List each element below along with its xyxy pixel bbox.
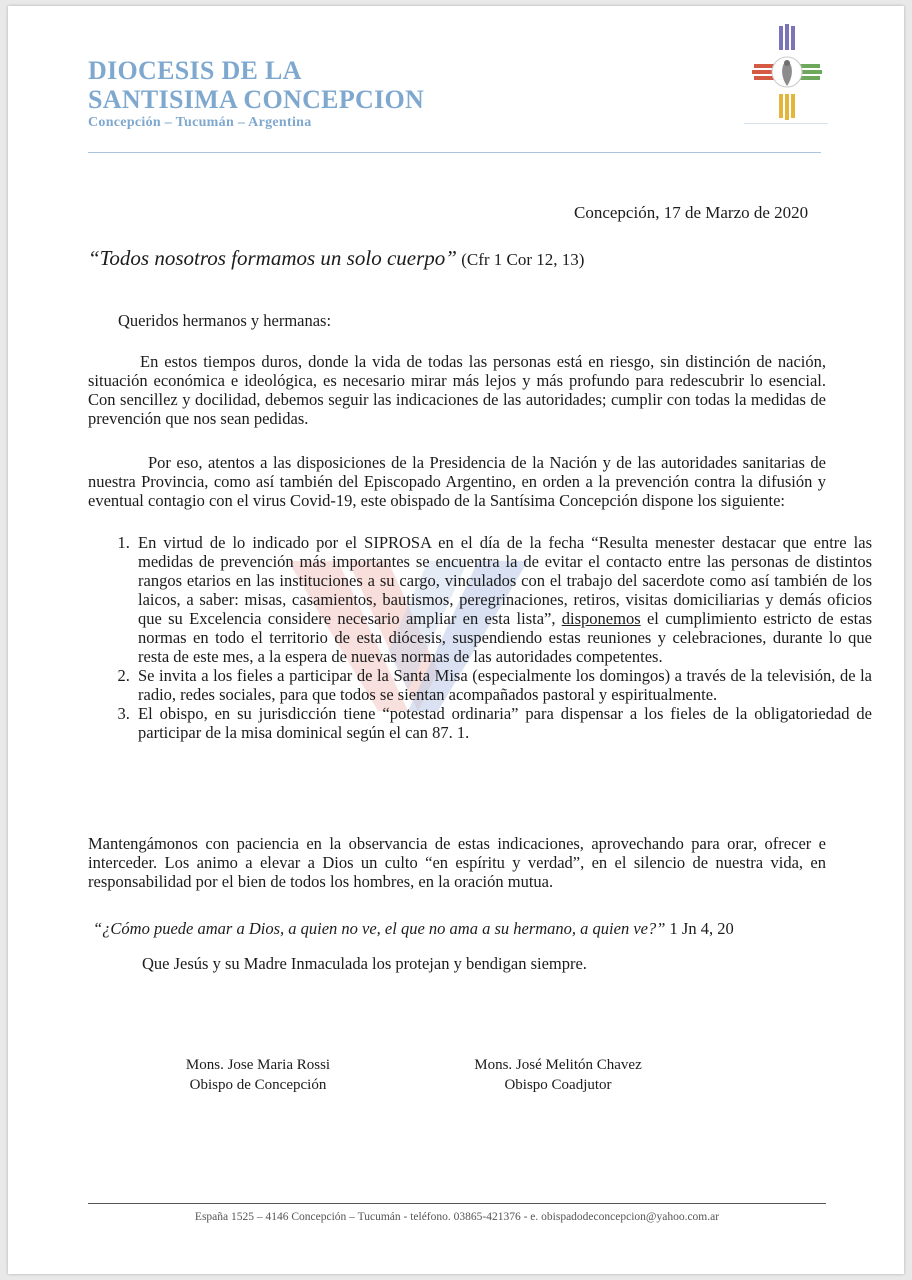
signature-name: Mons. Jose Maria Rossi — [185, 1057, 331, 1073]
paragraph-1: En estos tiempos duros, donde la vida de todas las personas está en riesgo, sin distinción de nación, situación económica e ideológica, es necesario mirar más lejos y más profundo para redescubrir lo esencial. Con sencillez y docilidad, debemos seguir las indicaciones de las autoridades; cumplir con todas la medidas de prevención que nos sean pedidas. — [88, 352, 826, 428]
motto-reference: (Cfr 1 Cor 12, 13) — [461, 250, 585, 269]
signature-role: Obispo de Concepción — [189, 1077, 327, 1093]
letter-date: Concepción, 17 de Marzo de 2020 — [574, 203, 809, 222]
signature-role: Obispo Coadjutor — [504, 1077, 612, 1093]
signature-name: Mons. José Melitón Chavez — [474, 1057, 642, 1073]
emblem-left-bars — [752, 64, 774, 80]
list-item: 3. El obispo, en su jurisdicción tiene “potestad ordinaria” para dispensar a los fieles de la obligatoriedad de participar de la misa dominical según el can 87. 1. — [134, 704, 872, 742]
blessing: Que Jesús y su Madre Inmaculada los protejan y bendigan siempre. — [142, 954, 587, 973]
signature-block — [448, 1055, 668, 1095]
paragraph-3: Mantengámonos con paciencia en la observancia de estas indicaciones, aprovechando para orar, ofrecer e interceder. Los animo a elevar a Dios un culto “en espíritu y verdad”, en el silencio de nuestra vida, en responsabilidad por el bien de todos los hombres, en la oración mutua. — [88, 834, 826, 891]
logo-underline — [744, 123, 828, 124]
diocese-title-line2: SANTISIMA CONCEPCION — [88, 85, 425, 114]
item-1-underlined: disponemos — [561, 609, 641, 628]
paragraph-2: Por eso, atentos a las disposiciones de la Presidencia de la Nación y de las autoridades sanitarias de nuestra Provincia, como así también del Episcopado Argentino, en orden a la prevención contra la difusión y eventual contagio con el virus Covid-19, este obispado de la Santísima Concepción dispone los siguiente: — [88, 453, 826, 510]
diocese-emblem-icon — [746, 24, 826, 124]
motto-quote: “Todos nosotros formamos un solo cuerpo” — [88, 246, 457, 270]
diocese-location: Concepción – Tucumán – Argentina — [88, 115, 312, 130]
salutation: Queridos hermanos y hermanas: — [118, 311, 332, 330]
footer-divider — [88, 1203, 826, 1204]
scripture-quote — [93, 919, 734, 938]
signature-block — [158, 1055, 358, 1095]
emblem-bottom-bars — [779, 94, 795, 120]
emblem-top-bars — [779, 24, 795, 50]
diocese-title — [88, 56, 424, 114]
list-item: 2. Se invita a los fieles a participar de la Santa Misa (especialmente los domingos) a través de la televisión, de la radio, redes sociales, para que todos se sientan acompañados pastoral y espiritualmente. — [134, 666, 872, 704]
footer-address: España 1525 – 4146 Concepción – Tucumán - teléfono. 03865-421376 - e. obispadodeconcepcion@yahoo.com.ar — [194, 1211, 720, 1223]
quote-text: “¿Cómo puede amar a Dios, a quien no ve, el que no ama a su hermano, a quien ve?” — [93, 919, 666, 938]
header-divider — [88, 152, 821, 153]
list-item — [134, 533, 872, 666]
item-1-text-before: En virtud de lo indicado por el SIPROSA en el día de la fecha “Resulta menester destacar que entre las medidas de prevención más importantes se encuentra la de evitar el contacto entre las personas de distintos rangos etarios en las instituciones a su cargo, vinculados con el trabajo del sacerdote como así también de los laicos, a saber: misas, casamientos, bautismos, peregrinaciones, retiros, visitas domiciliarias y demás oficios que su Excelencia considere necesario ampliar en esta lista”, — [138, 533, 872, 628]
letter-page — [8, 6, 904, 1274]
emblem-right-bars — [800, 64, 822, 80]
dispositions-list — [88, 533, 872, 742]
diocese-title-line1: DIOCESIS DE LA — [88, 56, 302, 85]
item-1-text-after: el cumplimiento estricto de estas normas en todo el territorio de esta diócesis, suspendiendo estas reuniones y celebraciones, durante lo que resta de este mes, a la espera de nuevas normas de las autoridades competentes. — [138, 609, 873, 666]
letter-motto — [88, 246, 584, 271]
quote-reference: 1 Jn 4, 20 — [669, 919, 734, 938]
